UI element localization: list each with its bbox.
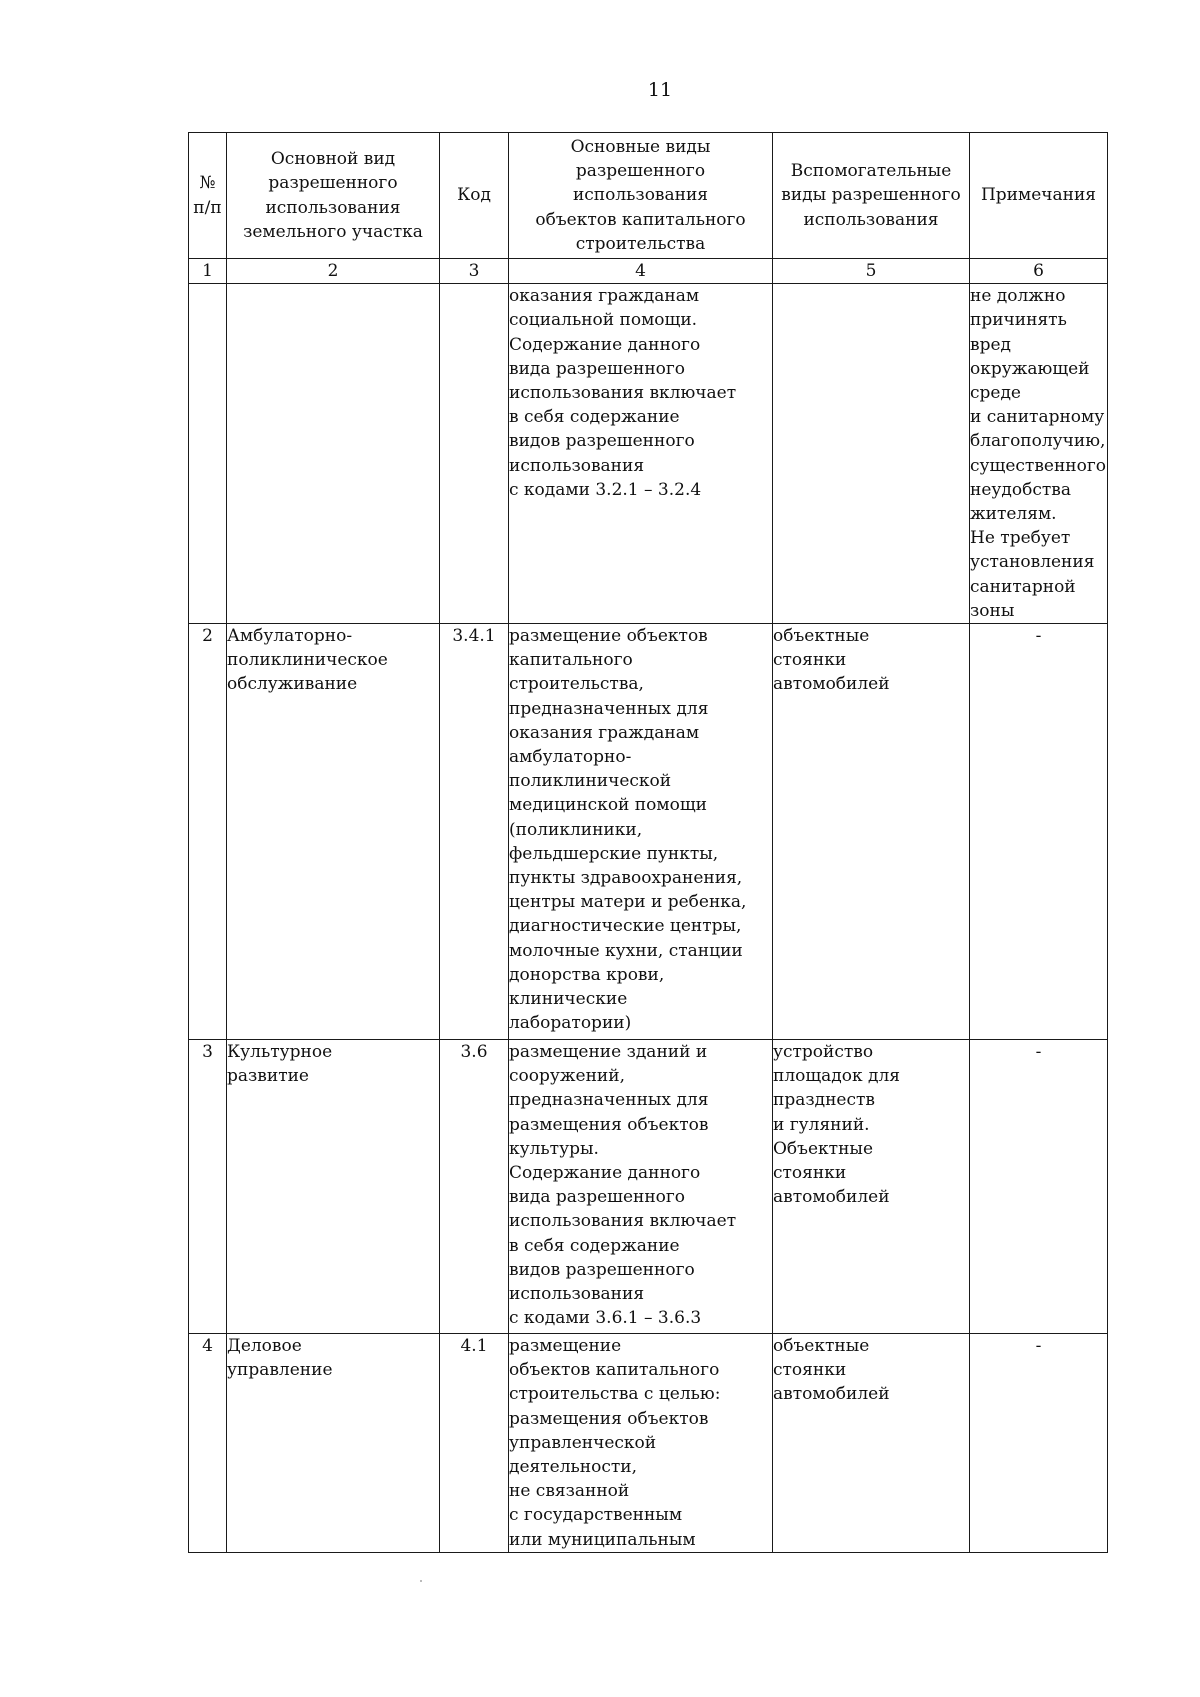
notes-cell: не должно причинять вред окружающей среде и санитарному благополучию, существенного неудобства жителям. Не требует установления санитарной зоны: [970, 284, 1108, 624]
capital-uses-cell: оказания гражданам социальной помощи. Содержание данного вида разрешенного использования включает в себя содержание видов разрешенного использования с кодами 3.2.1 – 3.2.4: [509, 284, 773, 624]
code-cell: [440, 284, 509, 624]
auxiliary-uses-cell: устройство площадок для празднеств и гуляний. Объектные стоянки автомобилей: [773, 1040, 970, 1334]
header-auxiliary-uses: Вспомогательные виды разрешенного использования: [773, 133, 970, 259]
column-index: 6: [970, 259, 1108, 284]
header-main-use: Основной вид разрешенного использования земельного участка: [227, 133, 440, 259]
column-index: 5: [773, 259, 970, 284]
page-number: 11: [647, 79, 673, 101]
auxiliary-uses-cell: объектные стоянки автомобилей: [773, 1334, 970, 1553]
header-code: Код: [440, 133, 509, 259]
header-number: № п/п: [189, 133, 227, 259]
code-cell: 4.1: [440, 1334, 509, 1553]
notes-cell: -: [970, 1040, 1108, 1334]
scan-artifact: [420, 1580, 422, 1582]
table-row: [189, 624, 1108, 1040]
notes-cell: -: [970, 624, 1108, 1040]
capital-uses-cell: размещение зданий и сооружений, предназначенных для размещения объектов культуры. Содержание данного вида разрешенного использования включает в себя содержание видов разрешенного использования с кодами 3.6.1 – 3.6.3: [509, 1040, 773, 1334]
code-cell: 3.4.1: [440, 624, 509, 1040]
main-use-cell: Амбулаторно- поликлиническое обслуживание: [227, 624, 440, 1040]
code-cell: 3.6: [440, 1040, 509, 1334]
header-capital-uses: Основные виды разрешенного использования объектов капитального строительства: [509, 133, 773, 259]
row-number: 4: [189, 1334, 227, 1553]
auxiliary-uses-cell: объектные стоянки автомобилей: [773, 624, 970, 1040]
column-index: 2: [227, 259, 440, 284]
capital-uses-cell: размещение объектов капитального строительства с целью: размещения объектов управленческой деятельности, не связанной с государственным или муниципальным: [509, 1334, 773, 1553]
capital-uses-cell: размещение объектов капитального строительства, предназначенных для оказания гражданам амбулаторно- поликлинической медицинской помощи (поликлиники, фельдшерские пункты, пункты здравоохранения, центры матери и ребенка, диагностические центры, молочные кухни, станции донорства крови, клинические лаборатории): [509, 624, 773, 1040]
notes-cell: -: [970, 1334, 1108, 1553]
header-notes: Примечания: [970, 133, 1108, 259]
main-use-cell: Деловое управление: [227, 1334, 440, 1553]
table-row: [189, 1040, 1108, 1334]
column-index: 4: [509, 259, 773, 284]
column-index-row: [189, 259, 1108, 284]
row-number: 2: [189, 624, 227, 1040]
land-use-table: [188, 132, 1108, 1553]
header-row: [189, 133, 1108, 259]
main-use-cell: [227, 284, 440, 624]
table-row: [189, 1334, 1108, 1553]
table-row: [189, 284, 1108, 624]
main-use-cell: Культурное развитие: [227, 1040, 440, 1334]
row-number: [189, 284, 227, 624]
column-index: 1: [189, 259, 227, 284]
column-index: 3: [440, 259, 509, 284]
row-number: 3: [189, 1040, 227, 1334]
auxiliary-uses-cell: [773, 284, 970, 624]
